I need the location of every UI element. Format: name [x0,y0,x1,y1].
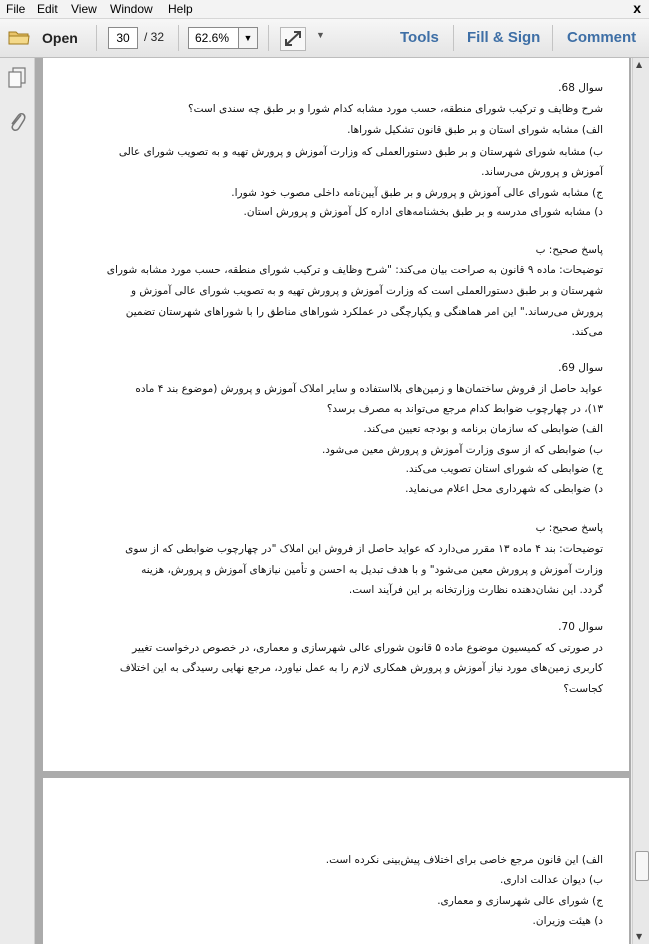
more-tools-dropdown[interactable]: ▼ [316,30,325,40]
option-line: الف) این قانون مرجع خاصی برای اختلاف پیش‌بینی نکرده است. [325,854,603,866]
question-70-title: سوال 70. [558,621,603,633]
scrollbar-thumb[interactable] [635,851,649,881]
fit-page-button[interactable] [280,27,306,51]
text-line: کجاست؟ [563,683,603,695]
menu-window[interactable]: Window [110,2,153,16]
document-view[interactable] [35,58,631,944]
text-line: ۱۳)، در چهارچوب ضوابط کدام مرجع می‌تواند به مصرف برسد؟ [326,403,603,415]
zoom-dropdown[interactable] [238,27,258,49]
toolbar-divider [178,25,179,51]
toolbar [0,19,649,58]
explanation-line: می‌کند. [571,326,603,338]
question-69-title: سوال 69. [558,362,603,374]
chevron-down-icon: ▼ [243,33,253,43]
explanation-line: گردد. این نشان‌دهنده نظارت وزارتخانه بر این فرآیند است. [348,584,603,596]
option-line: آموزش و پرورش می‌رساند. [481,166,603,178]
option-line: ج) ضوابطی که شورای استان تصویب می‌کند. [405,463,603,475]
toolbar-divider [552,25,553,51]
text-line: کاربری زمین‌های مورد نیاز آموزش و پرورش همکاری لازم را به عمل نیاورد، مرجع نهایی رسیدگی به این اختلاف [119,662,603,674]
toolbar-divider [453,25,454,51]
explanation-line: توضیحات: بند ۴ ماده ۱۳ مقرر می‌دارد که عواید حاصل از فروش این املاک "در چهارچوب ضوابطی که از سوی [125,543,603,555]
explanation-line: توضیحات: ماده ۹ قانون به صراحت بیان می‌کند: "شرح وظایف و ترکیب شورای منطقه، حسب مورد مشابه شورای [106,264,603,276]
menu-edit[interactable]: Edit [37,2,58,16]
navigation-sidebar [0,58,35,944]
text-line: عواید حاصل از فروش ساختمان‌ها و زمین‌های بلااستفاده و سایر املاک آموزش و پرورش (موضوع بند ۴ ماده [135,383,603,395]
text-line: در صورتی که کمیسیون موضوع ماده ۵ قانون شورای عالی شهرسازی و معماری، در خصوص درخواست تغییر [132,642,603,654]
toolbar-divider [268,25,269,51]
expand-icon [281,28,305,50]
option-line: د) ضوابطی که شهرداری محل اعلام می‌نماید. [405,483,603,495]
attachment-icon[interactable] [7,110,27,134]
pages-icon[interactable] [7,66,27,90]
option-line: الف) مشابه شورای استان و بر طبق قانون تشکیل شوراها. [347,124,603,136]
option-line: ب) ضوابطی که از سوی وزارت آموزش و پرورش معین می‌شود. [321,444,603,456]
question-68-title: سوال 68. [558,82,603,94]
option-line: الف) ضوابطی که سازمان برنامه و بودجه تعیین می‌کند. [363,423,603,435]
menu-file[interactable]: File [6,2,26,16]
tools-button[interactable]: Tools [400,29,439,46]
page-number-input[interactable]: 30 [108,27,138,49]
menu-bar [0,0,649,19]
pdf-page [43,778,629,944]
answer-line: پاسخ صحیح: ب [535,244,603,256]
option-line: ج) مشابه شورای عالی آموزش و پرورش و بر طبق آیین‌نامه داخلی مصوب خود شورا. [231,187,603,199]
explanation-line: شهرستان و بر طبق دستورالعملی است که وزارت آموزش و پرورش تهیه و به تصویب شورای عالی آموزش و [131,285,603,297]
explanation-line: وزارت آموزش و پرورش معین می‌شود" و با هدف تبدیل به احسن و تأمین نیازهای آموزش و پرورش، هزینه [141,564,603,576]
menu-help[interactable]: Help [168,2,193,16]
option-line: د) هیئت وزیران. [532,915,603,927]
page-total: / 32 [144,30,165,44]
close-document-button[interactable]: x [633,0,641,16]
scroll-up-icon[interactable]: ▲ [636,60,643,69]
menu-view[interactable]: View [71,2,97,16]
fill-sign-button[interactable]: Fill & Sign [467,29,541,46]
text-line: شرح وظایف و ترکیب شورای منطقه، حسب مورد مشابه کدام شورا و بر طبق چه سندی است؟ [188,103,603,115]
vertical-scrollbar[interactable] [632,58,649,944]
option-line: ب) دیوان عدالت اداری. [500,874,603,886]
open-button[interactable]: Open [42,30,78,46]
comment-button[interactable]: Comment [567,29,637,46]
folder-icon[interactable] [8,29,30,45]
option-line: ب) مشابه شورای شهرستان و بر طبق دستورالعملی که وزارت آموزش و پرورش تهیه و به تصویب شورای عالی [118,146,603,158]
pdf-page [43,58,629,771]
explanation-line: پرورش می‌رساند." این امر هماهنگی و یکپارچگی در عملکرد شوراهای مناطق را با شوراهای شهرستان تضمین [125,306,603,318]
toolbar-divider [96,25,97,51]
option-line: ج) شورای عالی شهرسازی و معماری. [437,895,603,907]
zoom-input[interactable]: 62.6% [188,27,242,49]
option-line: د) مشابه شورای مدرسه و بر طبق بخشنامه‌های اداره کل آموزش و پرورش استان. [243,206,603,218]
answer-line: پاسخ صحیح: ب [535,522,603,534]
scroll-down-icon[interactable]: ▼ [636,932,643,941]
